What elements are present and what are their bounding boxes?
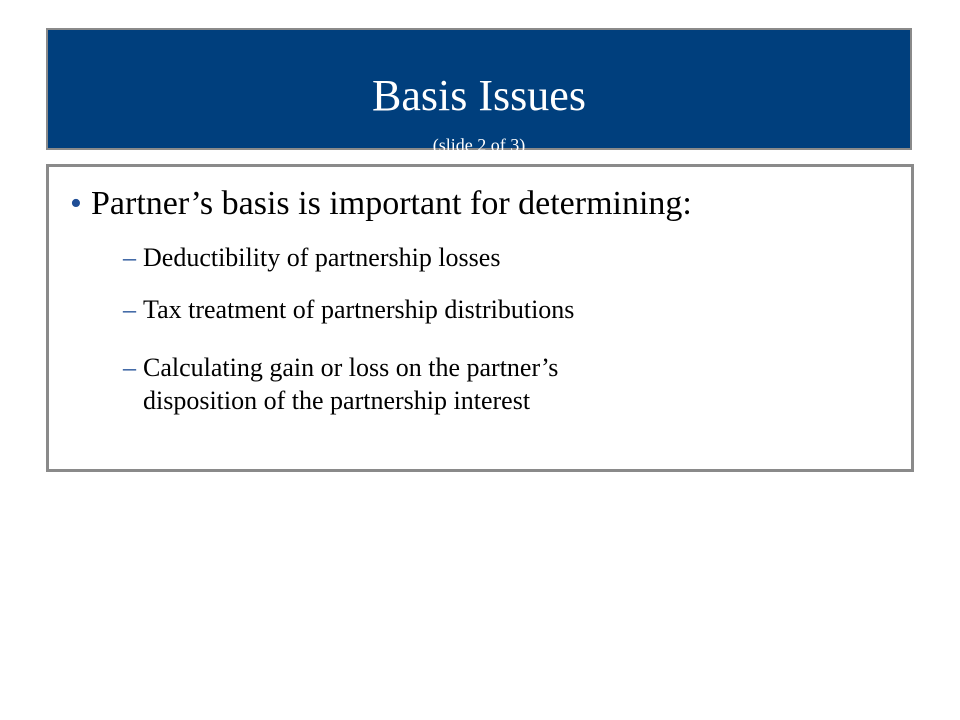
slide-subtitle: (slide 2 of 3) [432, 135, 526, 155]
title-box [46, 28, 912, 155]
sub-item-deductibility [123, 241, 500, 274]
dash-marker-icon: – [123, 353, 136, 382]
slide-title: Basis Issues [372, 71, 586, 120]
sub-item-text: Deductibility of partnership losses [143, 243, 501, 272]
bullet-item [61, 187, 692, 221]
bullet-text: Partner’s basis is important for determining: [91, 185, 692, 222]
content-box [46, 164, 914, 472]
dash-marker-icon: – [123, 243, 136, 272]
bullet-marker-icon: • [70, 185, 82, 222]
sub-item-calculating-gain [123, 351, 558, 417]
sub-item-text-continued: disposition of the partnership interest [143, 386, 531, 415]
sub-item-text: Tax treatment of partnership distributions [143, 295, 575, 324]
sub-item-tax-treatment [123, 293, 574, 326]
dash-marker-icon: – [123, 295, 136, 324]
sub-item-text: Calculating gain or loss on the partner’s [143, 353, 559, 382]
